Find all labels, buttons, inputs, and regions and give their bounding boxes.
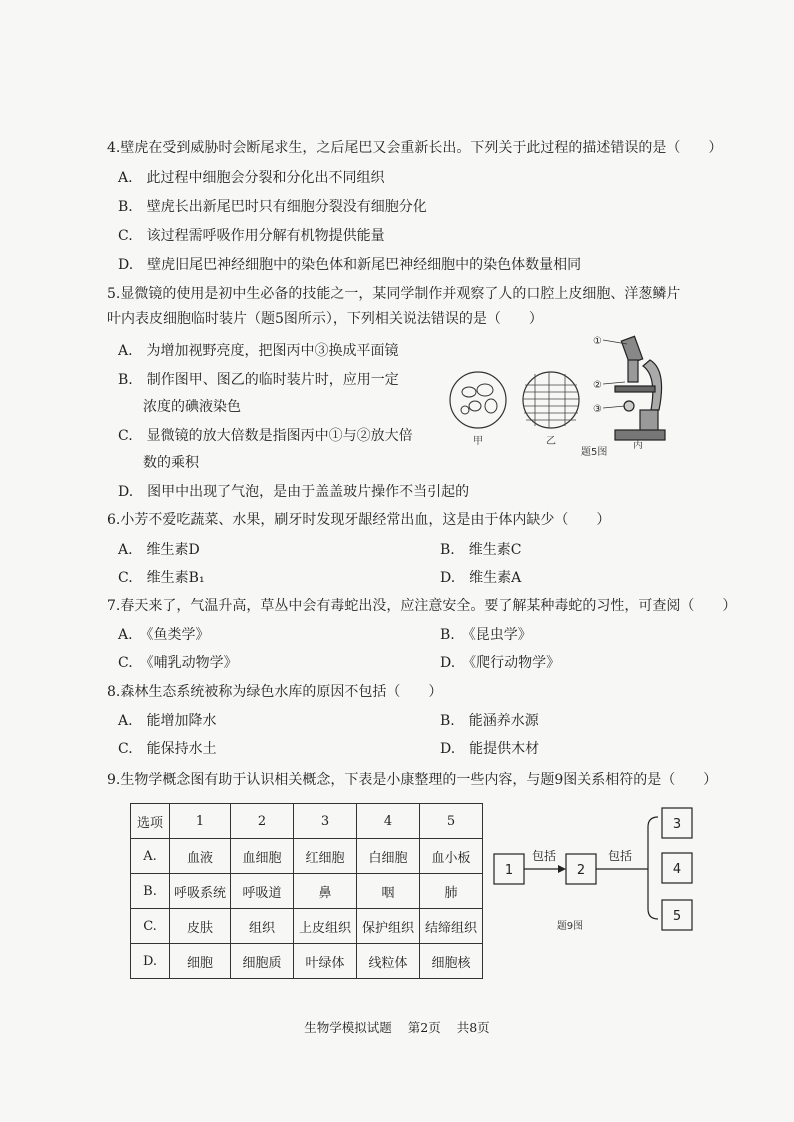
q8-option-c: C. 能保持水土 [118,741,217,757]
table-cell: D. [131,944,170,979]
label-mark-3: ③ [593,404,602,415]
q5-option-c: C. 显微镜的放大倍数是指图丙中①与②放大倍 [118,428,413,444]
table-header-cell: 1 [170,804,231,839]
box-5-label: 5 [672,909,682,924]
table-cell: 肺 [420,874,483,909]
view-jia-circle [450,372,506,428]
table-cell: 上皮组织 [294,909,357,944]
table-cell: 结缔组织 [420,909,483,944]
pointer-lines [603,340,627,408]
table-row [131,909,483,944]
q4-option-b: B. 壁虎长出新尾巴时只有细胞分裂没有细胞分化 [118,199,427,215]
q5-stem-line1: 5.显微镜的使用是初中生必备的技能之一，某同学制作并观察了人的口腔上皮细胞、洋葱鳞片 [107,286,681,302]
q5-option-d: D. 图甲中出现了气泡，是由于盖盖玻片操作不当引起的 [118,484,470,500]
page-footer [0,1018,794,1036]
q5-option-b: B. 制作图甲、图乙的临时装片时，应用一定 [118,372,399,388]
box-1-label: 1 [504,863,514,878]
table-cell: 鼻 [294,874,357,909]
figure-5-caption: 题5图 [581,447,608,458]
table-cell: A. [131,839,170,874]
table-cell: 呼吸系统 [170,874,231,909]
box-4-label: 4 [672,862,682,877]
table-header-cell: 5 [420,804,483,839]
table-header-cell: 2 [231,804,294,839]
bubble-shape [461,406,469,414]
table-cell: 保护组织 [357,909,420,944]
q8-option-b: B. 能涵养水源 [440,713,539,729]
table-cell: 线粒体 [357,944,420,979]
table-cell: 细胞核 [420,944,483,979]
arrow-head-1 [558,865,566,873]
table-cell: 白细胞 [357,839,420,874]
microscope-shape [615,336,665,440]
q8-option-a: A. 能增加降水 [118,713,217,729]
arrow-label-1: 包括 [531,849,557,863]
q5-option-a: A. 为增加视野亮度，把图丙中③换成平面镜 [118,343,399,359]
footer-total: 共8页 [456,1020,490,1035]
table-cell: 咽 [357,874,420,909]
q7-stem: 7.春天来了，气温升高，草丛中会有毒蛇出没，应注意安全。要了解某种毒蛇的习性，可查阅（ ） [107,598,737,614]
box-3-label: 3 [672,817,682,832]
box-2-label: 2 [576,863,586,878]
figure-5 [445,330,695,460]
arrow-label-2: 包括 [607,849,633,863]
q7-option-d: D. 《爬行动物学》 [440,655,561,671]
q7-option-c: C. 《哺乳动物学》 [118,655,238,671]
q7-option-b: B. 《昆虫学》 [440,627,532,643]
label-mark-1: ① [593,336,602,347]
table-row [131,944,483,979]
table-row [131,874,483,909]
table-cell: 组织 [231,909,294,944]
table-row [131,839,483,874]
q6-option-c: C. 维生素B₁ [118,570,205,586]
q7-option-a: A. 《鱼类学》 [118,627,210,643]
table-cell: 叶绿体 [294,944,357,979]
table-header-cell: 3 [294,804,357,839]
table-cell: 血细胞 [231,839,294,874]
table-cell: B. [131,874,170,909]
table-cell: C. [131,909,170,944]
q5-option-c-cont: 数的乘积 [143,455,199,471]
figure-9-caption: 题9图 [556,921,584,932]
figure-9 [488,805,698,940]
label-yi: 乙 [546,436,556,447]
figure-5-drawing [445,330,695,460]
table-header-cell: 4 [357,804,420,839]
q4-option-d: D. 壁虎旧尾巴神经细胞中的染色体和新尾巴神经细胞中的染色体数量相同 [118,257,582,273]
q5-option-b-cont: 浓度的碘液染色 [143,399,241,415]
table-cell: 红细胞 [294,839,357,874]
cell-shape [462,387,476,397]
table-cell: 皮肤 [170,909,231,944]
q6-option-b: B. 维生素C [440,542,522,558]
table-header-cell: 选项 [131,804,170,839]
q6-option-a: A. 维生素D [118,542,200,558]
q4-option-a: A. 此过程中细胞会分裂和分化出不同组织 [118,170,385,186]
label-bing: 丙 [633,440,643,451]
q8-stem: 8.森林生态系统被称为绿色水库的原因不包括（ ） [107,684,443,700]
table-cell: 细胞质 [231,944,294,979]
q4-option-c: C. 该过程需呼吸作用分解有机物提供能量 [118,228,385,244]
table-cell: 血小板 [420,839,483,874]
cell-shape [469,401,481,411]
q6-stem: 6.小芳不爱吃蔬菜、水果，刷牙时发现牙龈经常出血，这是由于体内缺少（ ） [107,512,611,528]
q6-option-d: D. 维生素A [440,570,522,586]
figure-9-drawing [488,805,698,940]
q5-stem-line2: 叶内表皮细胞临时装片（题5图所示），下列相关说法错误的是（ ） [107,311,543,327]
table-cell: 细胞 [170,944,231,979]
q8-option-d: D. 能提供木材 [440,741,540,757]
table-cell: 血液 [170,839,231,874]
q4-stem: 4.壁虎在受到威胁时会断尾求生，之后尾巴又会重新长出。下列关于此过程的描述错误的是（ ） [107,140,723,156]
cell-shape [485,399,497,413]
label-mark-2: ② [593,380,602,391]
table-cell: 呼吸道 [231,874,294,909]
table-header-row [131,804,483,839]
footer-page: 第2页 [407,1020,441,1035]
brace-shape [648,817,658,919]
q9-stem: 9.生物学概念图有助于认识相关概念，下表是小康整理的一些内容，与题9图关系相符的是（ ） [107,772,718,788]
q9-table [130,803,483,979]
label-jia: 甲 [473,436,483,447]
cell-shape [477,384,493,396]
footer-title: 生物学模拟试题 [304,1020,392,1035]
